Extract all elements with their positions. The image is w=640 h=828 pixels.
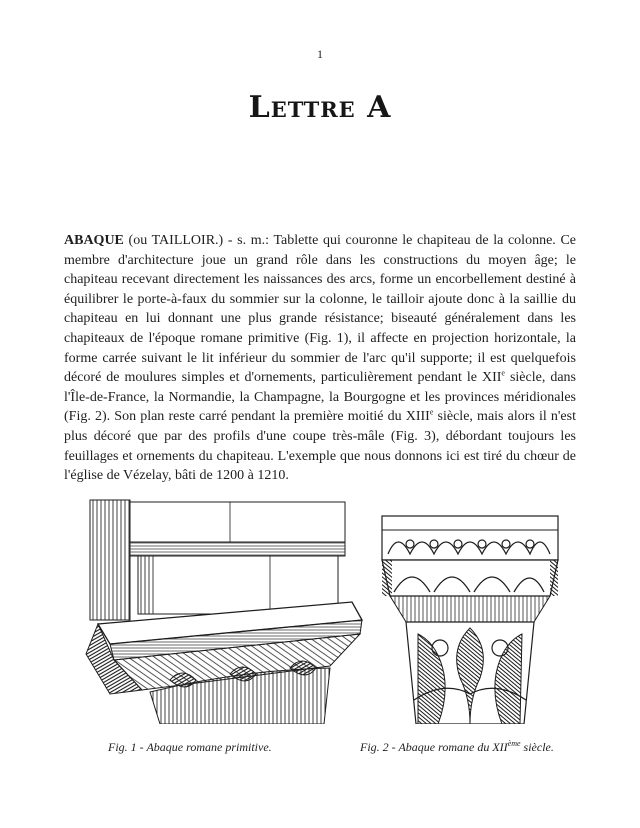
article-definition: (ou TAILLOIR.) - s. m.: Tablette qui couronne le chapiteau de la colonne. Ce membre d'architecture joue un grand rôle dans les constructions du moyen âge; le chapiteau recevant directement les naissances des arcs, forme un encorbellement destiné à équilibrer le porte-à-faux du sommier sur la colonne, le tailloir ajoute donc à la saillie du chapiteau en lui donnant une plus grande résistance; biseauté généralement dans les chapiteaux de l'époque romane primitive (Fig. 1), il affecte en projection horizontale, la forme carrée suivant le lit inférieur du sommier de l'arc qu'il supporte; il est quelquefois décoré de moulures simples et d'ornements, particulièrement pendant le XII bbox=[64, 233, 576, 386]
figure-1-caption: Fig. 1 - Abaque romane primitive. bbox=[108, 740, 272, 754]
article-text-part3: siècle, mais alors il n'est plus décoré que par des profils d'une coupe très-mâle (Fig. 3), débordant toujours les feuillages et ornements du chapiteau. L'exemple que nous donnons ici est tiré du chœur de l'église de Vézelay, bâti de 1200 à 1210. bbox=[64, 409, 576, 484]
article-paragraph bbox=[64, 231, 576, 486]
page-number: 1 bbox=[317, 47, 323, 61]
article-term: ABAQUE bbox=[64, 233, 124, 248]
figure-2-engraving bbox=[374, 510, 570, 724]
century-superscript: e bbox=[501, 368, 505, 378]
abacus-romanesque-primitive-illustration bbox=[80, 494, 370, 724]
abacus-romanesque-12th-century-illustration bbox=[374, 510, 570, 724]
figure-2-caption-superscript: ème bbox=[507, 739, 521, 748]
chapter-title: Lettre A bbox=[248, 90, 392, 125]
article-text-part2: siècle, dans l'Île-de-France, la Normandie, la Champagne, la Bourgogne et les provinces méridionales (Fig. 2). Son plan reste carré pendant la première moitié du XIII bbox=[64, 370, 576, 425]
figure-2-caption bbox=[360, 740, 554, 755]
figure-2-caption-tail: siècle. bbox=[520, 740, 554, 754]
figure-1-engraving bbox=[80, 494, 370, 724]
figure-2-caption-text: Fig. 2 - Abaque romane du XII bbox=[360, 740, 508, 754]
century-superscript: e bbox=[429, 407, 434, 417]
